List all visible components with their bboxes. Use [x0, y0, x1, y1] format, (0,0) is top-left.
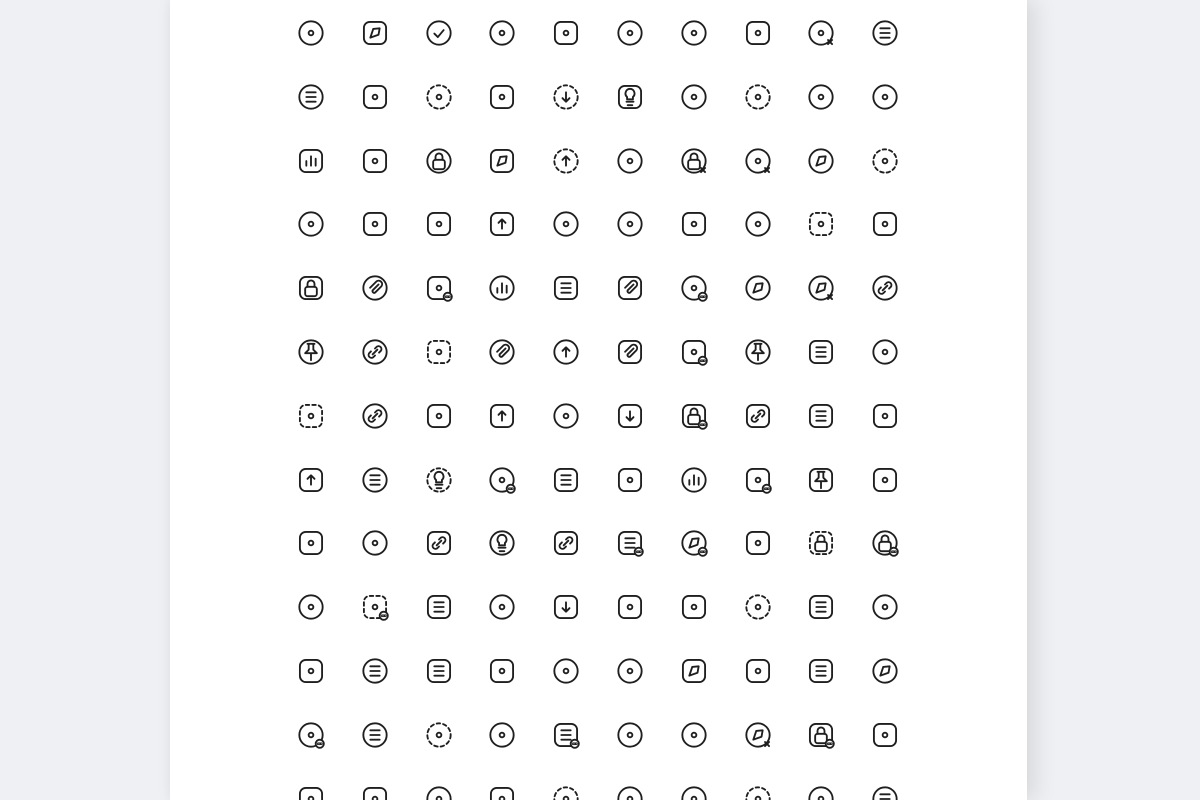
compass-circle-x-icon: [807, 274, 835, 302]
navigation-scan-icon: [744, 274, 772, 302]
refresh-square-icon: [297, 657, 325, 685]
monitor-circle-icon: [871, 83, 899, 111]
square-arrow-icon: [680, 593, 708, 621]
menu-lines-circle-icon: [361, 721, 389, 749]
nfc-circle-icon: [871, 338, 899, 366]
dashboard-circle-icon: [616, 19, 644, 47]
lightbulb-square-icon: [616, 83, 644, 111]
zipper-square-icon: [871, 466, 899, 494]
quote-circle-icon: [680, 785, 708, 800]
alarm-square-icon: [680, 210, 708, 238]
dashboard-square-alt-icon: [361, 785, 389, 800]
chat-circles-icon: [297, 721, 325, 749]
icon-grid: [170, 0, 1027, 800]
download-tray-icon: [552, 593, 580, 621]
download-dashed-circle-icon: [552, 83, 580, 111]
inbox-square-icon: [616, 593, 644, 621]
share-icon: [552, 338, 580, 366]
option-square-icon: [616, 466, 644, 494]
dashboard-dots-circle-icon: [680, 274, 708, 302]
upload-square-icon: [297, 466, 325, 494]
menu-circle-icon: [361, 657, 389, 685]
settings-circle-icon: [807, 83, 835, 111]
dashboard-dashed-circle-icon: [744, 83, 772, 111]
compass-octagon-icon: [807, 147, 835, 175]
target-dashed-icon: [744, 785, 772, 800]
airplay-circle-icon: [552, 210, 580, 238]
target-circle-icon: [616, 721, 644, 749]
scan-icon: [616, 147, 644, 175]
message-square-icon: [488, 657, 516, 685]
receipt-info-icon: [807, 593, 835, 621]
list-rounded-icon: [552, 466, 580, 494]
airplay-rounded-icon: [297, 529, 325, 557]
note-edit-icon: [425, 210, 453, 238]
scan-corners-icon: [616, 785, 644, 800]
receipt-arrow-icon: [807, 402, 835, 430]
audio-circle-icon: [488, 274, 516, 302]
fingerprint-circle-icon: [616, 210, 644, 238]
list-circle-icon: [297, 83, 325, 111]
user-chat-icon: [807, 785, 835, 800]
paperclip-rounded-square-icon: [616, 338, 644, 366]
share-rounded-icon: [488, 402, 516, 430]
list-circle-alt-icon: [871, 785, 899, 800]
compass-icon: [871, 657, 899, 685]
search-dashed-circle-icon: [425, 83, 453, 111]
compass-x-icon: [744, 721, 772, 749]
navigation-square-icon: [488, 147, 516, 175]
copy-lock-icon: [297, 274, 325, 302]
square-dashed-plus-icon: [297, 402, 325, 430]
link-rounded-circle-icon: [425, 529, 453, 557]
alarm-icon: [425, 785, 453, 800]
square-dashed-rounded-icon: [425, 338, 453, 366]
search-refresh-icon: [552, 402, 580, 430]
refresh-dashed-icon: [744, 593, 772, 621]
download-square-icon: [616, 402, 644, 430]
calendar-clock-icon: [680, 402, 708, 430]
lock-x-icon: [680, 147, 708, 175]
compass-square-icon: [361, 19, 389, 47]
pin-circle-icon: [744, 338, 772, 366]
link-circle-icon: [361, 402, 389, 430]
circle-slash-icon: [871, 593, 899, 621]
keyboard-icon: [361, 210, 389, 238]
zoom-out-icon: [616, 657, 644, 685]
calendar-icon: [488, 785, 516, 800]
nfc-square-icon: [488, 83, 516, 111]
stack-icon: [361, 147, 389, 175]
square-dashed-icon: [807, 210, 835, 238]
clock-chat-icon: [871, 529, 899, 557]
link-chain-icon: [871, 274, 899, 302]
list-ordered-icon: [361, 466, 389, 494]
pencil-circle-icon: [488, 721, 516, 749]
calendar-dots-icon: [744, 466, 772, 494]
bar-chart-square-icon: [297, 147, 325, 175]
megaphone-circle-icon: [680, 19, 708, 47]
square-dashed-chat-icon: [361, 593, 389, 621]
paperclip-square-icon: [616, 274, 644, 302]
user-square-icon: [744, 19, 772, 47]
cursor-note-icon: [680, 657, 708, 685]
share-square-icon: [488, 210, 516, 238]
circle-half-icon: [297, 593, 325, 621]
paperclip-icon: [488, 338, 516, 366]
upload-dashed-circle-icon: [552, 147, 580, 175]
lock-dashed-square-icon: [807, 529, 835, 557]
cursor-chat-icon: [680, 529, 708, 557]
option-circle-icon: [361, 529, 389, 557]
dashboard-square-icon: [425, 402, 453, 430]
circle-chat-icon: [488, 466, 516, 494]
list-square-icon: [552, 274, 580, 302]
scroll-icon: [425, 593, 453, 621]
document-cursor-icon: [807, 657, 835, 685]
bag-arrow-icon: [871, 721, 899, 749]
lock-check-icon: [425, 147, 453, 175]
square-slash-icon: [871, 402, 899, 430]
link-square-icon: [744, 402, 772, 430]
airplay-square-icon: [552, 19, 580, 47]
toggle-circle-icon: [744, 210, 772, 238]
link-icon: [361, 338, 389, 366]
square-chat-icon: [425, 274, 453, 302]
trophy-square-icon: [871, 210, 899, 238]
heart-circle-check-icon: [425, 19, 453, 47]
speed-dashed-icon: [552, 785, 580, 800]
pin-square-icon: [807, 466, 835, 494]
sun-dashed-icon: [425, 721, 453, 749]
search-document-icon: [425, 657, 453, 685]
at-sign-icon: [297, 19, 325, 47]
list-check-icon: [871, 19, 899, 47]
printer-clock-icon: [807, 721, 835, 749]
command-circle-icon: [680, 83, 708, 111]
lightbulb-circle-icon: [488, 529, 516, 557]
search-dashed-icon: [871, 147, 899, 175]
sliders-square-icon: [361, 83, 389, 111]
pin-icon: [297, 338, 325, 366]
paperclip-circle-icon: [361, 274, 389, 302]
zipper-circle-icon: [488, 593, 516, 621]
pencil-circle-x-icon: [807, 19, 835, 47]
icon-sheet: [170, 0, 1027, 800]
card-icon: [297, 785, 325, 800]
link-rounded-square-icon: [552, 529, 580, 557]
news-list-icon: [807, 338, 835, 366]
bell-circle-icon: [488, 19, 516, 47]
audio-arrow-icon: [680, 466, 708, 494]
star-square-badge-icon: [744, 529, 772, 557]
wifi-x-icon: [744, 147, 772, 175]
settings-badge-icon: [680, 721, 708, 749]
bitcoin-circle-icon: [297, 210, 325, 238]
stack-dots-icon: [680, 338, 708, 366]
lightbulb-dashed-icon: [425, 466, 453, 494]
tag-slash-icon: [552, 657, 580, 685]
receipt-clock-icon: [552, 721, 580, 749]
receipt-chat-icon: [616, 529, 644, 557]
percent-square-icon: [744, 657, 772, 685]
